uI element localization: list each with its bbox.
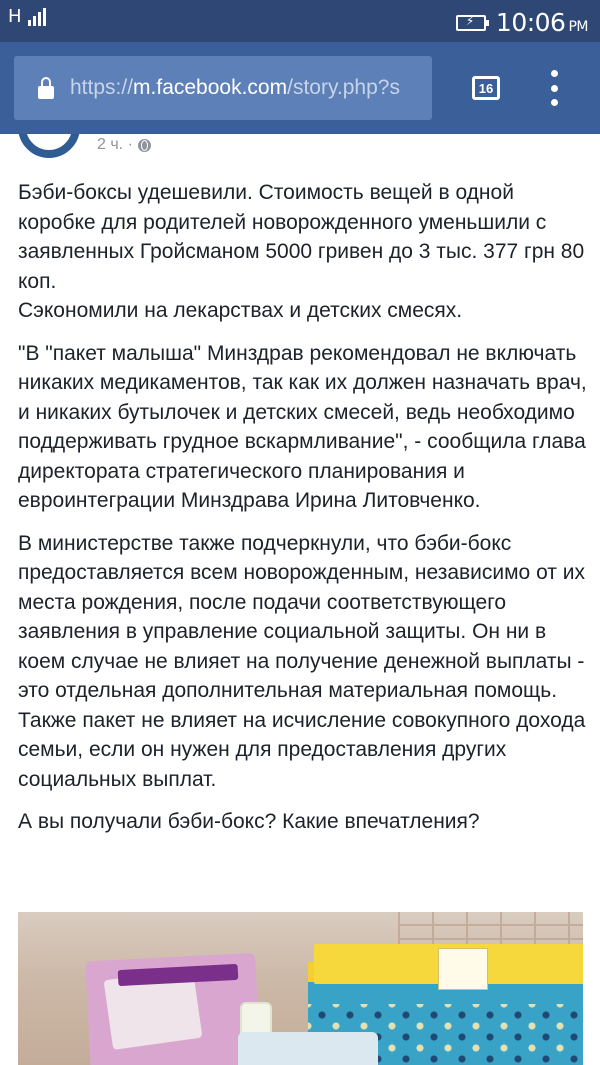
post-paragraph: Бэби-боксы удешевили. Стоимость вещей в одной коробке для родителей новорожденного уменьшили с заявленных Гройсманом 5000 гривен до 3 тыс. 377 грн 80 коп. Сэкономили на лекарствах и детских смесях. bbox=[18, 181, 585, 322]
tabs-icon[interactable] bbox=[472, 76, 500, 100]
page-content bbox=[0, 134, 600, 1065]
post-time[interactable]: 2 ч. · bbox=[97, 136, 133, 153]
post-text bbox=[18, 178, 590, 850]
more-vert-icon[interactable] bbox=[548, 70, 560, 106]
tab-count: 16 bbox=[478, 80, 494, 96]
clock bbox=[496, 8, 588, 37]
post-paragraph: А вы получали бэби-бокс? Какие впечатления? bbox=[18, 810, 480, 833]
url-host: m.facebook.com bbox=[133, 76, 288, 99]
status-left bbox=[8, 6, 46, 26]
post-paragraph: "В "пакет малыша" Минздрав рекомендовал не включать никаких медикаментов, так как их должен назначать врач, и никаких бутылочек и детских смесей, ведь необходимо поддерживать грудное вскармливание", - сообщила глава директората стратегического планирования и евроинтеграции Минздрава Ирина Литовченко. bbox=[18, 341, 587, 512]
page-avatar[interactable] bbox=[18, 134, 80, 158]
battery-charging-icon: ⚡ bbox=[456, 15, 486, 31]
photo-blanket bbox=[238, 1032, 378, 1065]
post-meta bbox=[97, 136, 151, 154]
browser-toolbar bbox=[0, 42, 600, 134]
url-prefix: https:// bbox=[70, 76, 134, 99]
url-text[interactable] bbox=[70, 76, 400, 100]
status-bar bbox=[0, 0, 600, 42]
clock-ampm: PM bbox=[568, 19, 588, 35]
url-path: /story.php?s bbox=[287, 76, 400, 99]
status-right bbox=[456, 8, 588, 37]
address-bar[interactable] bbox=[14, 56, 432, 120]
post-paragraph: В министерстве также подчеркнули, что бэби-бокс предоставляется всем новорожденным, независимо от их места рождения, после подачи соответствующего заявления в управление социальной защиты. Он ни в коем случае не влияет на получение денежной выплаты - это отдельная дополнительная материальная помощь. Также пакет не влияет на исчисление совокупного дохода семьи, если он нужен для предоставления других социальных выплат. bbox=[18, 531, 586, 791]
network-type: H bbox=[8, 6, 22, 27]
post-photo[interactable] bbox=[18, 912, 583, 1065]
clock-time: 10:06 bbox=[495, 8, 566, 37]
globe-icon bbox=[138, 139, 151, 152]
photo-box-tag bbox=[438, 948, 488, 990]
signal-icon bbox=[28, 6, 46, 26]
lock-icon bbox=[38, 86, 54, 99]
